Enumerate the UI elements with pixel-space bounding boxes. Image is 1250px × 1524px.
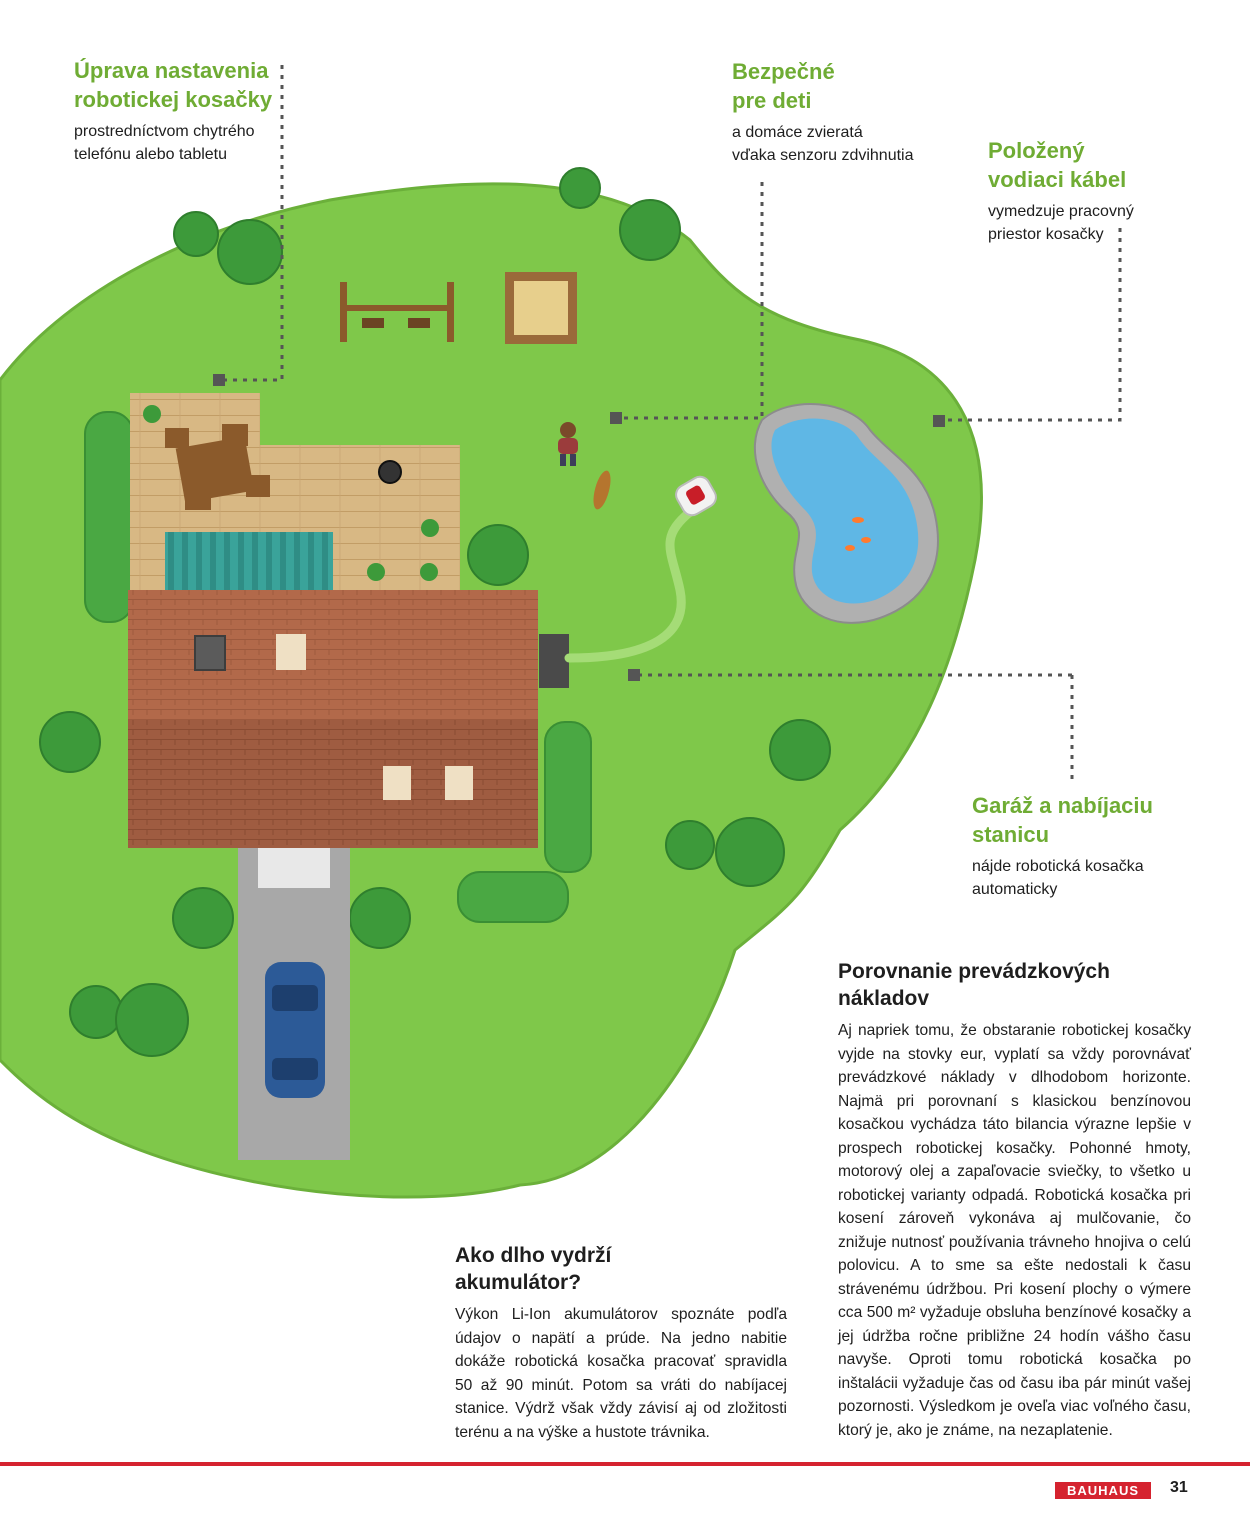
article-battery-body: Výkon Li-Ion akumulátorov spoznáte podľa údajov o napätí a prúde. Na jedno nabitie dokáže robotická kosačka pracovať spravidla 50 až 90 minút. Potom sa vráti do nabíjacej stanice. Výdrž však vždy závisí aj od zložitosti terénu a na výške a hustote trávnika. [455, 1306, 787, 1441]
callout-safety-text [732, 121, 932, 167]
page-number: 31 [1170, 1479, 1188, 1496]
callout-cable-title-line2: vodiaci kábel [988, 167, 1127, 192]
article-costs-title [838, 958, 1191, 1012]
callout-app-title [74, 56, 284, 114]
callout-cable-title-line1: Položený [988, 138, 1085, 163]
article-costs [838, 958, 1191, 1442]
callout-app-text-line1: prostredníctvom chytrého [74, 123, 255, 140]
callout-garage-text-line2: automaticky [972, 881, 1058, 898]
footer-divider [0, 1462, 1250, 1466]
callout-safety-text-line1: a domáce zvieratá [732, 124, 863, 141]
article-battery-title-line1: Ako dlho vydrží [455, 1244, 612, 1267]
callout-garage-title [972, 791, 1202, 849]
callout-safety-title [732, 57, 932, 115]
awning [165, 532, 333, 590]
callout-cable-text-line2: priestor kosačky [988, 226, 1104, 243]
callout-garage [972, 791, 1202, 901]
callout-safety [732, 57, 932, 167]
callout-app-title-line1: Úprava nastavenia [74, 58, 269, 83]
callout-garage-title-line1: Garáž a nabíjaciu [972, 793, 1153, 818]
callout-safety-title-line1: Bezpečné [732, 59, 835, 84]
callout-garage-title-line2: stanicu [972, 822, 1050, 847]
house-roof [128, 590, 538, 720]
callout-safety-title-line2: pre deti [732, 88, 812, 113]
callout-cable-title [988, 136, 1188, 194]
charging-station [539, 634, 569, 688]
callout-garage-text [972, 855, 1202, 901]
callout-app-text [74, 120, 284, 166]
article-costs-body: Aj napriek tomu, že obstaranie robotickej kosačky vyjde na stovky eur, vyplatí sa vždy porovnávať prevádzkové náklady v dlhodobom horizonte. Najmä pri porovnaní s klasickou benzínovou kosačkou vychádza táto bilancia výrazne lepšie v prospech robotickej kosačky. Pohonné hmoty, motorový olej a zapaľovacie sviečky, to všetko u robotickej varianty odpadá. Robotická kosačka pri kosení zároveň vykonáva aj mulčovanie, čo znižuje nutnosť používania trávneho hnojiva o celú polovicu. A to sme sa ešte nedostali k času strávenému údržbou. Pri kosení plochy o výmere cca 500 m² vyžaduje obsluha benzínové kosačky a jej údržba ročne približne 24 hodín vášho času navyše. Oproti tomu robotická kosačka po inštalácii vyžaduje čas od času iba pár minút vašej pozornosti. Výsledkom je oveľa viac voľného času, ktorý je, ako je známe, na nezaplatenie. [838, 1022, 1191, 1439]
article-costs-title-line2: nákladov [838, 987, 930, 1010]
callout-safety-text-line2: vďaka senzoru zdvihnutia [732, 147, 914, 164]
article-battery [455, 1242, 787, 1444]
callout-cable [988, 136, 1188, 246]
bauhaus-logo: BAUHAUS [1055, 1482, 1151, 1499]
article-battery-title-line2: akumulátor? [455, 1271, 582, 1294]
callout-app-title-line2: robotickej kosačky [74, 87, 273, 112]
callout-cable-text [988, 200, 1188, 246]
callout-app-text-line2: telefónu alebo tabletu [74, 146, 228, 163]
callout-cable-text-line1: vymedzuje pracovný [988, 203, 1134, 220]
article-costs-title-line1: Porovnanie prevádzkových [838, 960, 1110, 983]
callout-garage-text-line1: nájde robotická kosačka [972, 858, 1144, 875]
grill [379, 461, 401, 483]
car [265, 962, 325, 1098]
callout-app [74, 56, 284, 166]
article-battery-title [455, 1242, 787, 1296]
